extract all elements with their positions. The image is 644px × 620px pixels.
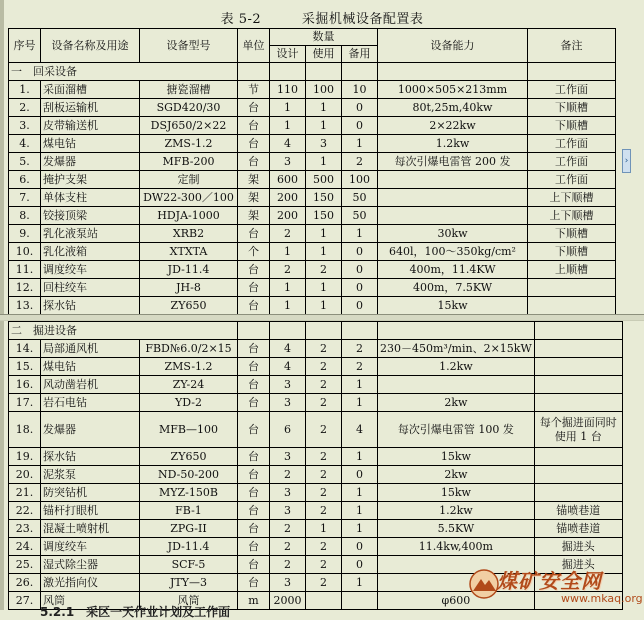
table-row [9, 484, 623, 502]
qty-spare-cell: 1 [342, 520, 378, 538]
qty-spare-cell: 0 [342, 117, 378, 135]
row-number-cell: 16. [9, 376, 41, 394]
table-row [9, 207, 616, 225]
table-row [9, 135, 616, 153]
table-row [9, 261, 616, 279]
capacity-cell: 2kw [378, 394, 535, 412]
qty-spare-cell: 100 [342, 171, 378, 189]
table-row [9, 225, 616, 243]
equipment-name-cell: 乳化液箱 [41, 243, 140, 261]
row-number-cell: 21. [9, 484, 41, 502]
qty-spare-cell: 1 [342, 376, 378, 394]
equipment-name-cell: 掩护支架 [41, 171, 140, 189]
equipment-model-cell: XRB2 [140, 225, 238, 243]
equipment-name-cell: 乳化液泵站 [41, 225, 140, 243]
watermark-url: www.mkaq.org [561, 592, 643, 605]
qty-use-cell [306, 592, 342, 610]
table-row [9, 99, 616, 117]
row-number-cell: 18. [9, 412, 41, 448]
table-row [9, 81, 616, 99]
qty-design-cell: 2 [270, 225, 306, 243]
expand-arrow-icon[interactable]: › [622, 149, 631, 173]
equipment-model-cell: FB-1 [140, 502, 238, 520]
row-number-cell: 5. [9, 153, 41, 171]
section-title-mining: 一 回采设备 [9, 63, 238, 81]
row-number-cell: 10. [9, 243, 41, 261]
equipment-model-cell: ZY650 [140, 297, 238, 315]
capacity-cell: 1000×505×213mm [378, 81, 528, 99]
row-number-cell: 22. [9, 502, 41, 520]
capacity-cell: 30kw [378, 225, 528, 243]
table-row [9, 189, 616, 207]
qty-spare-cell: 1 [342, 135, 378, 153]
unit-cell: 台 [238, 574, 270, 592]
table-row [9, 412, 623, 448]
row-number-cell: 20. [9, 466, 41, 484]
qty-use-cell: 1 [306, 99, 342, 117]
unit-cell: 台 [238, 538, 270, 556]
qty-spare-cell: 1 [342, 225, 378, 243]
row-number-cell: 14. [9, 340, 41, 358]
table-title: 采掘机械设备配置表 [301, 12, 424, 27]
equipment-name-cell: 调度绞车 [41, 261, 140, 279]
table-row [9, 279, 616, 297]
unit-cell: 台 [238, 99, 270, 117]
header-design: 设计 [270, 46, 306, 63]
equipment-model-cell: 搪瓷溜槽 [140, 81, 238, 99]
capacity-cell: 80t,25m,40kw [378, 99, 528, 117]
equipment-name-cell: 回柱绞车 [41, 279, 140, 297]
unit-cell: 台 [238, 153, 270, 171]
qty-design-cell: 1 [270, 279, 306, 297]
table-row [9, 376, 623, 394]
row-number-cell: 13. [9, 297, 41, 315]
remark-cell [534, 394, 622, 412]
qty-spare-cell: 1 [342, 448, 378, 466]
qty-design-cell: 3 [270, 448, 306, 466]
qty-use-cell: 150 [306, 207, 342, 225]
remark-cell [534, 466, 622, 484]
qty-spare-cell: 2 [342, 358, 378, 376]
remark-cell: 下顺槽 [528, 117, 616, 135]
qty-design-cell: 4 [270, 135, 306, 153]
qty-use-cell: 1 [306, 243, 342, 261]
unit-cell: 台 [238, 484, 270, 502]
qty-use-cell: 2 [306, 358, 342, 376]
remark-cell: 下顺槽 [528, 99, 616, 117]
unit-cell: 台 [238, 466, 270, 484]
qty-design-cell: 4 [270, 358, 306, 376]
qty-use-cell: 1 [306, 520, 342, 538]
qty-use-cell: 2 [306, 484, 342, 502]
remark-cell: 工作面 [528, 135, 616, 153]
capacity-cell: 每次引爆电雷管 200 发 [378, 153, 528, 171]
equipment-model-cell: JD-11.4 [140, 261, 238, 279]
table-row [9, 153, 616, 171]
equipment-model-cell: YD-2 [140, 394, 238, 412]
watermark-title: 煤矿安全网 [497, 569, 602, 593]
row-number-cell: 11. [9, 261, 41, 279]
equipment-model-cell: JTY—3 [140, 574, 238, 592]
qty-spare-cell: 0 [342, 297, 378, 315]
table-number: 表 5-2 [220, 12, 262, 27]
qty-use-cell: 2 [306, 261, 342, 279]
equipment-model-cell: MFB—100 [140, 412, 238, 448]
equipment-name-cell: 发爆器 [41, 412, 140, 448]
equipment-name-cell: 混凝土喷射机 [41, 520, 140, 538]
header-unit: 单位 [238, 29, 270, 63]
qty-spare-cell: 0 [342, 538, 378, 556]
unit-cell: 台 [238, 556, 270, 574]
qty-use-cell: 1 [306, 297, 342, 315]
qty-spare-cell: 50 [342, 207, 378, 225]
equipment-name-cell: 煤电钻 [41, 358, 140, 376]
equipment-model-cell: 风筒 [140, 592, 238, 610]
equipment-name-cell: 局部通风机 [41, 340, 140, 358]
equipment-name-cell: 单体支柱 [41, 189, 140, 207]
capacity-cell: 1.2kw [378, 502, 535, 520]
capacity-cell [378, 171, 528, 189]
equipment-model-cell: JH-8 [140, 279, 238, 297]
qty-spare-cell: 10 [342, 81, 378, 99]
watermark-logo [469, 565, 641, 609]
qty-spare-cell: 0 [342, 279, 378, 297]
table-row [9, 358, 623, 376]
equipment-name-cell: 发爆器 [41, 153, 140, 171]
qty-design-cell: 200 [270, 189, 306, 207]
equipment-name-cell: 防突钻机 [41, 484, 140, 502]
table-caption [0, 8, 644, 27]
equipment-model-cell: MYZ-150B [140, 484, 238, 502]
capacity-cell: 5.5KW [378, 520, 535, 538]
unit-cell: 台 [238, 261, 270, 279]
header-no: 序号 [9, 29, 41, 63]
row-number-cell: 19. [9, 448, 41, 466]
row-number-cell: 8. [9, 207, 41, 225]
capacity-cell: 1.2kw [378, 358, 535, 376]
qty-design-cell: 6 [270, 412, 306, 448]
unit-cell: 个 [238, 243, 270, 261]
remark-cell: 上顺槽 [528, 261, 616, 279]
qty-spare-cell: 0 [342, 99, 378, 117]
equipment-name-cell: 皮带输送机 [41, 117, 140, 135]
equipment-name-cell: 风动凿岩机 [41, 376, 140, 394]
qty-design-cell: 200 [270, 207, 306, 225]
capacity-cell: 2kw [378, 466, 535, 484]
table-row [9, 502, 623, 520]
equipment-name-cell: 探水钻 [41, 297, 140, 315]
qty-design-cell: 3 [270, 153, 306, 171]
capacity-cell [378, 189, 528, 207]
capacity-cell: 15kw [378, 484, 535, 502]
header-capacity: 设备能力 [378, 29, 528, 63]
remark-cell: 工作面 [528, 171, 616, 189]
qty-use-cell: 2 [306, 466, 342, 484]
row-number-cell: 3. [9, 117, 41, 135]
remark-cell: 上下顺槽 [528, 207, 616, 225]
unit-cell: 台 [238, 412, 270, 448]
unit-cell: 节 [238, 81, 270, 99]
section-title-tunneling: 二 掘进设备 [9, 322, 238, 340]
qty-spare-cell: 0 [342, 243, 378, 261]
table-row [9, 117, 616, 135]
unit-cell: m [238, 592, 270, 610]
qty-use-cell: 1 [306, 279, 342, 297]
equipment-model-cell: XTXTA [140, 243, 238, 261]
equipment-model-cell: ND-50-200 [140, 466, 238, 484]
row-number-cell: 15. [9, 358, 41, 376]
unit-cell: 台 [238, 358, 270, 376]
row-number-cell: 1. [9, 81, 41, 99]
remark-cell: 掘进头 [534, 538, 622, 556]
equipment-name-cell: 岩石电钻 [41, 394, 140, 412]
unit-cell: 台 [238, 520, 270, 538]
header-remark: 备注 [528, 29, 616, 63]
qty-use-cell: 100 [306, 81, 342, 99]
equipment-model-cell: ZY-24 [140, 376, 238, 394]
qty-design-cell: 1 [270, 117, 306, 135]
capacity-cell: 11.4kw,400m [378, 538, 535, 556]
remark-cell: 下顺槽 [528, 225, 616, 243]
table-row [9, 466, 623, 484]
equipment-model-cell: 定制 [140, 171, 238, 189]
equipment-model-cell: SGD420/30 [140, 99, 238, 117]
qty-use-cell: 2 [306, 394, 342, 412]
equipment-model-cell: MFB-200 [140, 153, 238, 171]
equipment-model-cell: ZMS-1.2 [140, 358, 238, 376]
qty-use-cell: 3 [306, 135, 342, 153]
equipment-name-cell: 激光指向仪 [41, 574, 140, 592]
equipment-name-cell: 煤电钻 [41, 135, 140, 153]
header-name: 设备名称及用途 [41, 29, 140, 63]
row-number-cell: 2. [9, 99, 41, 117]
capacity-cell: 230－450m³/min、2×15kW [378, 340, 535, 358]
remark-cell: 锚喷巷道 [534, 502, 622, 520]
row-number-cell: 17. [9, 394, 41, 412]
unit-cell: 架 [238, 189, 270, 207]
remark-cell [528, 279, 616, 297]
qty-design-cell: 2 [270, 556, 306, 574]
qty-design-cell: 2 [270, 538, 306, 556]
equipment-name-cell: 湿式除尘器 [41, 556, 140, 574]
qty-design-cell: 4 [270, 340, 306, 358]
qty-spare-cell: 1 [342, 484, 378, 502]
row-number-cell: 24. [9, 538, 41, 556]
table-row [9, 171, 616, 189]
header-use: 使用 [306, 46, 342, 63]
remark-cell: 掘进头 [534, 556, 622, 574]
qty-design-cell: 1 [270, 99, 306, 117]
remark-cell: 锚喷巷道 [534, 520, 622, 538]
unit-cell: 台 [238, 117, 270, 135]
table-row [9, 243, 616, 261]
qty-spare-cell: 50 [342, 189, 378, 207]
unit-cell: 架 [238, 171, 270, 189]
equipment-model-cell: JD-11.4 [140, 538, 238, 556]
table-row [9, 448, 623, 466]
equipment-name-cell: 刮板运输机 [41, 99, 140, 117]
equipment-name-cell: 风筒 [41, 592, 140, 610]
remark-cell [534, 376, 622, 394]
equipment-model-cell: SCF-5 [140, 556, 238, 574]
remark-cell [534, 358, 622, 376]
equipment-name-cell: 泥浆泵 [41, 466, 140, 484]
qty-spare-cell: 1 [342, 574, 378, 592]
unit-cell: 台 [238, 297, 270, 315]
qty-use-cell: 1 [306, 153, 342, 171]
capacity-cell: 400m，11.4KW [378, 261, 528, 279]
qty-design-cell: 600 [270, 171, 306, 189]
row-number-cell: 4. [9, 135, 41, 153]
table-row [9, 520, 623, 538]
remark-cell [534, 448, 622, 466]
remark-cell [534, 340, 622, 358]
row-number-cell: 25. [9, 556, 41, 574]
qty-design-cell: 110 [270, 81, 306, 99]
header-model: 设备型号 [140, 29, 238, 63]
capacity-cell [378, 376, 535, 394]
table-row [9, 297, 616, 315]
remark-cell [534, 484, 622, 502]
qty-use-cell: 2 [306, 376, 342, 394]
equipment-model-cell: DSJ650/2×22 [140, 117, 238, 135]
unit-cell: 台 [238, 279, 270, 297]
qty-spare-cell: 0 [342, 556, 378, 574]
unit-cell: 台 [238, 135, 270, 153]
capacity-cell: 640l，100～350kg/cm² [378, 243, 528, 261]
row-number-cell: 9. [9, 225, 41, 243]
qty-use-cell: 2 [306, 556, 342, 574]
qty-use-cell: 2 [306, 502, 342, 520]
qty-spare-cell: 4 [342, 412, 378, 448]
remark-cell: 工作面 [528, 153, 616, 171]
window-left-edge [0, 0, 4, 610]
qty-design-cell: 3 [270, 394, 306, 412]
qty-use-cell: 2 [306, 340, 342, 358]
qty-design-cell: 2 [270, 261, 306, 279]
qty-use-cell: 1 [306, 225, 342, 243]
unit-cell: 台 [238, 225, 270, 243]
qty-use-cell: 500 [306, 171, 342, 189]
qty-use-cell: 2 [306, 412, 342, 448]
qty-spare-cell [342, 592, 378, 610]
qty-use-cell: 2 [306, 574, 342, 592]
capacity-cell [378, 207, 528, 225]
remark-cell [528, 297, 616, 315]
capacity-cell: 400m，7.5KW [378, 279, 528, 297]
row-number-cell: 27. [9, 592, 41, 610]
capacity-cell: 1.2kw [378, 135, 528, 153]
equipment-name-cell: 铰接顶梁 [41, 207, 140, 225]
qty-design-cell: 3 [270, 376, 306, 394]
equipment-name-cell: 探水钻 [41, 448, 140, 466]
qty-spare-cell: 1 [342, 502, 378, 520]
row-number-cell: 7. [9, 189, 41, 207]
equipment-table-mining [8, 28, 616, 315]
qty-design-cell: 3 [270, 484, 306, 502]
qty-use-cell: 1 [306, 117, 342, 135]
watermark-mountain-icon [469, 567, 499, 601]
equipment-model-cell: HDJA-1000 [140, 207, 238, 225]
capacity-cell: φ600 [378, 592, 535, 610]
remark-cell: 上下顺槽 [528, 189, 616, 207]
header-spare: 备用 [342, 46, 378, 63]
qty-spare-cell: 0 [342, 466, 378, 484]
row-number-cell: 6. [9, 171, 41, 189]
capacity-cell: 15kw [378, 448, 535, 466]
table-row [9, 394, 623, 412]
equipment-model-cell: ZPG-II [140, 520, 238, 538]
qty-design-cell: 2 [270, 466, 306, 484]
unit-cell: 架 [238, 207, 270, 225]
section-heading-footer: 5.2.1 采区一天作业计划及工作面 [40, 605, 231, 619]
capacity-cell: 每次引爆电雷管 100 发 [378, 412, 535, 448]
row-number-cell: 26. [9, 574, 41, 592]
qty-design-cell: 1 [270, 243, 306, 261]
equipment-model-cell: FBD№6.0/2×15 [140, 340, 238, 358]
qty-spare-cell: 2 [342, 340, 378, 358]
qty-design-cell: 3 [270, 502, 306, 520]
table-row [9, 340, 623, 358]
unit-cell: 台 [238, 340, 270, 358]
remark-cell: 工作面 [528, 81, 616, 99]
equipment-name-cell: 调度绞车 [41, 538, 140, 556]
remark-cell: 每个掘进面同时使用 1 台 [534, 412, 622, 448]
unit-cell: 台 [238, 448, 270, 466]
equipment-name-cell: 采面溜槽 [41, 81, 140, 99]
qty-spare-cell: 2 [342, 153, 378, 171]
equipment-model-cell: ZY650 [140, 448, 238, 466]
qty-design-cell: 1 [270, 297, 306, 315]
qty-design-cell: 2000 [270, 592, 306, 610]
capacity-cell: 2×22kw [378, 117, 528, 135]
equipment-model-cell: ZMS-1.2 [140, 135, 238, 153]
equipment-model-cell: DW22-300／100 [140, 189, 238, 207]
qty-design-cell: 3 [270, 574, 306, 592]
unit-cell: 台 [238, 394, 270, 412]
table-row [9, 538, 623, 556]
remark-cell: 下顺槽 [528, 243, 616, 261]
page-break-separator [0, 314, 644, 321]
qty-use-cell: 2 [306, 448, 342, 466]
row-number-cell: 23. [9, 520, 41, 538]
qty-spare-cell: 0 [342, 261, 378, 279]
qty-use-cell: 2 [306, 538, 342, 556]
equipment-name-cell: 锚杆打眼机 [41, 502, 140, 520]
header-quantity: 数量 [270, 29, 378, 46]
row-number-cell: 12. [9, 279, 41, 297]
unit-cell: 台 [238, 376, 270, 394]
capacity-cell: 15kw [378, 297, 528, 315]
qty-spare-cell: 1 [342, 394, 378, 412]
qty-design-cell: 2 [270, 520, 306, 538]
unit-cell: 台 [238, 502, 270, 520]
qty-use-cell: 150 [306, 189, 342, 207]
